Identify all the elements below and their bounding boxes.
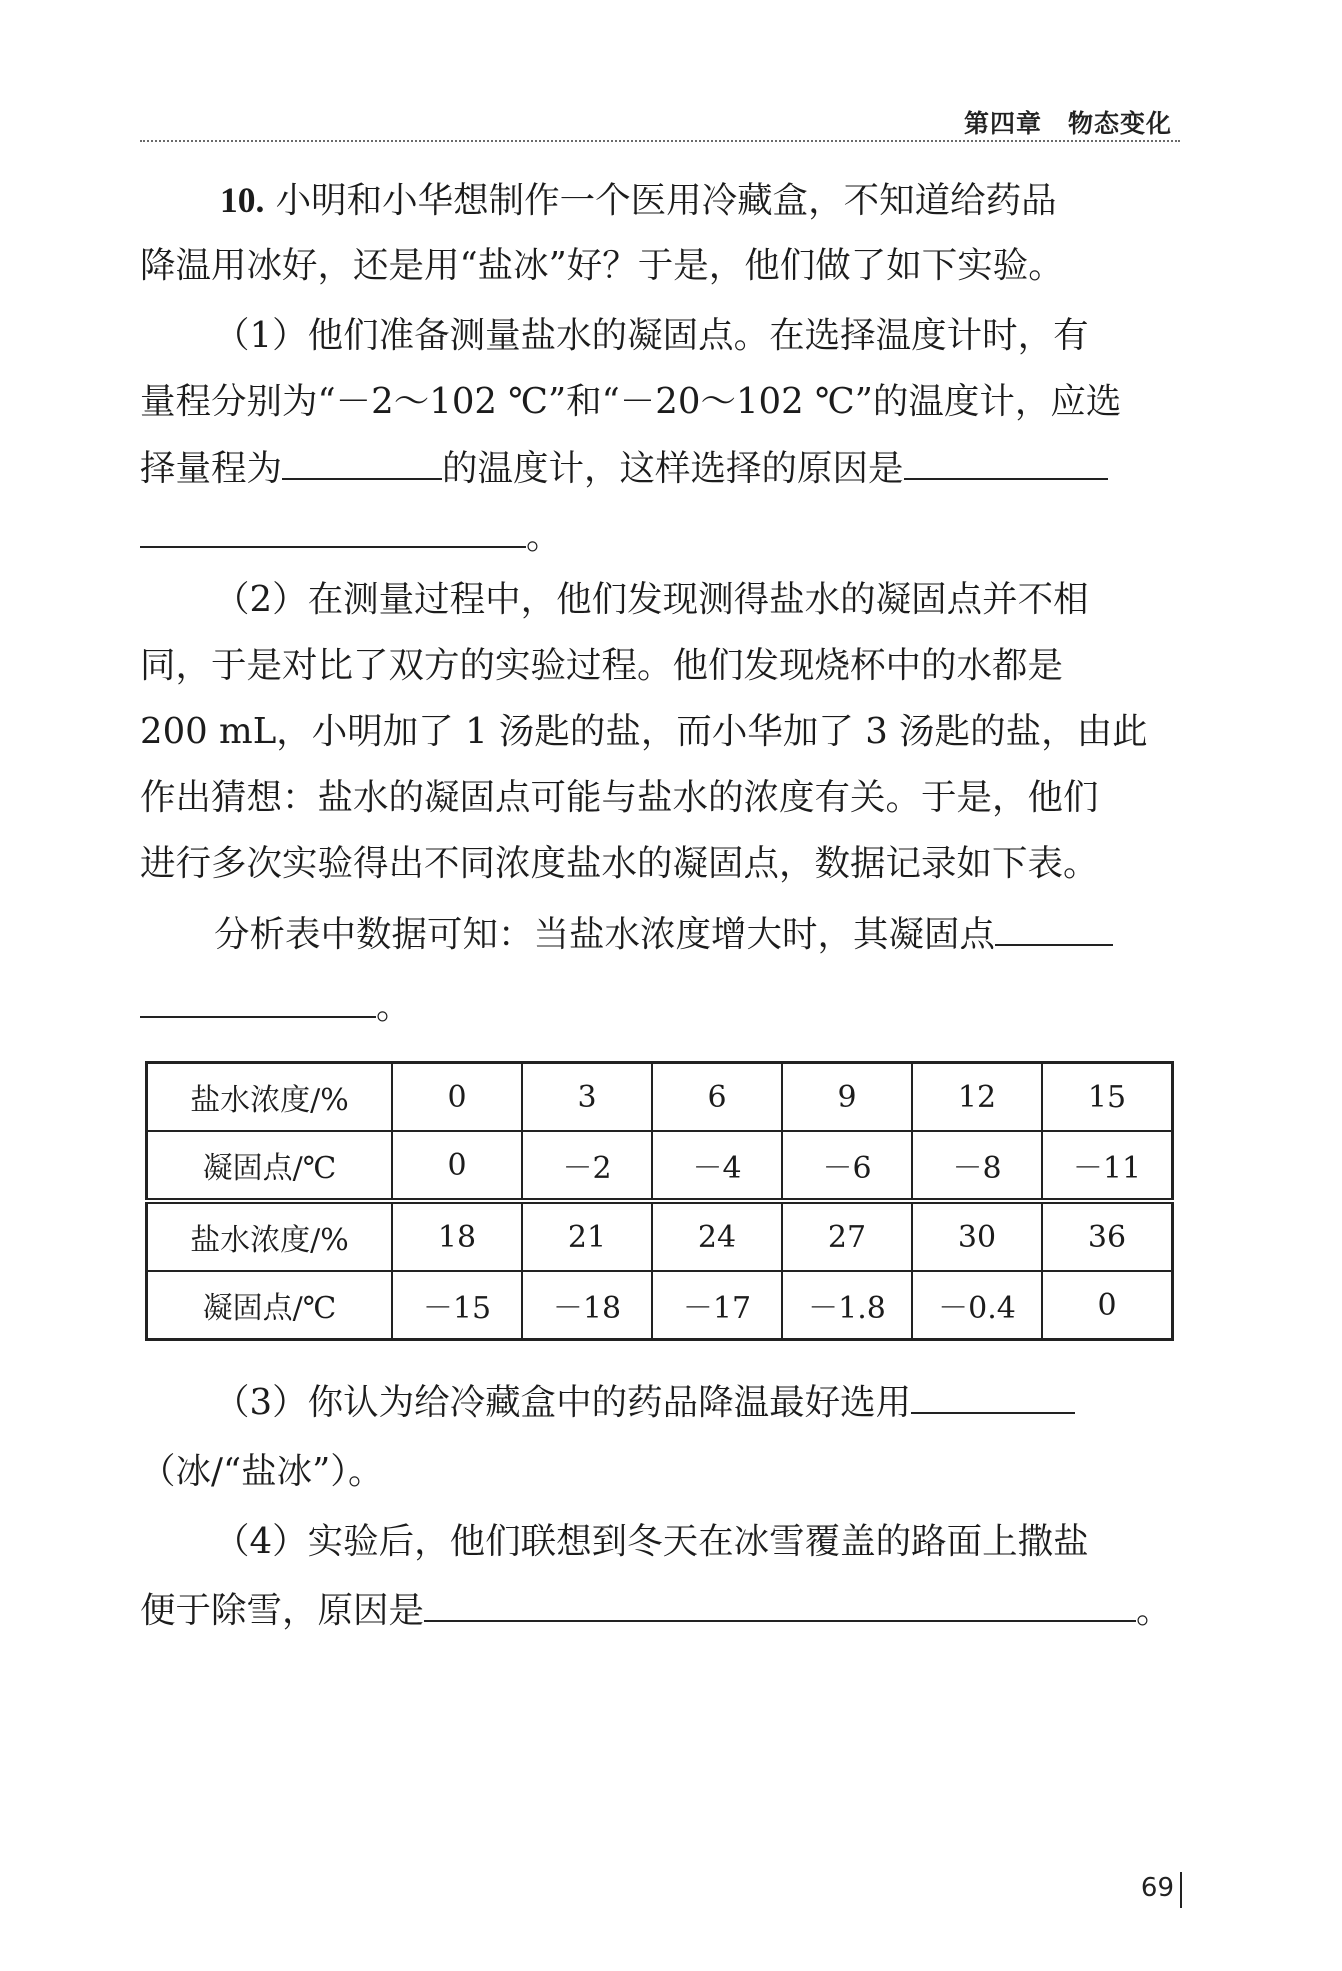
answer-blank-choice[interactable]: [911, 1382, 1075, 1414]
part2-line-3: 200 mL，小明加了 1 汤匙的盐，而小华加了 3 汤匙的盐，由此: [140, 711, 1148, 752]
row-header: 凝固点/℃: [147, 1271, 393, 1340]
table-cell: 15: [1042, 1063, 1173, 1132]
table-cell: 30: [912, 1201, 1042, 1271]
table-row: [147, 1131, 1173, 1201]
answer-blank-trend-1[interactable]: [995, 914, 1113, 946]
page-number-bar: [1180, 1872, 1182, 1908]
table-cell: －15: [392, 1271, 522, 1340]
table-cell: 0: [392, 1063, 522, 1132]
question-intro-line-2: 降温用冰好，还是用“盐冰”好？于是，他们做了如下实验。: [140, 245, 1064, 286]
part1-line-2: 量程分别为“－2～102 ℃”和“－20～102 ℃”的温度计，应选: [140, 381, 1122, 422]
answer-blank-reason-2[interactable]: [140, 516, 526, 548]
table-cell: －8: [912, 1131, 1042, 1201]
table-cell: 0: [392, 1131, 522, 1201]
part4-line-2: 便于除雪，原因是 。: [140, 1590, 1172, 1631]
row-header: 盐水浓度/%: [147, 1201, 393, 1271]
part2-analysis-line-2: 。: [140, 986, 412, 1027]
table-cell: 12: [912, 1063, 1042, 1132]
part2-line-5: 进行多次实验得出不同浓度盐水的凝固点，数据记录如下表。: [140, 843, 1099, 884]
table-row: [147, 1271, 1173, 1340]
table-cell: －6: [782, 1131, 912, 1201]
running-header: [140, 100, 1180, 142]
table-cell: 21: [522, 1201, 652, 1271]
table-cell: 27: [782, 1201, 912, 1271]
part1-line-3: 择量程为 的温度计，这样选择的原因是: [140, 448, 1108, 489]
answer-blank-range[interactable]: [282, 448, 442, 480]
question-intro-line-1: 10. 小明和小华想制作一个医用冷藏盒，不知道给药品: [220, 180, 1057, 221]
page-number: 69: [1140, 1873, 1174, 1903]
table-row: [147, 1201, 1173, 1271]
part3-line-1: （3）你认为给冷藏盒中的药品降温最好选用: [214, 1382, 1075, 1423]
table-cell: 6: [652, 1063, 782, 1132]
chapter-title: 第四章 物态变化: [963, 109, 1172, 138]
part2-line-2: 同，于是对比了双方的实验过程。他们发现烧杯中的水都是: [140, 645, 1064, 686]
data-table: [145, 1061, 1174, 1341]
table-cell: －18: [522, 1271, 652, 1340]
table-cell: －17: [652, 1271, 782, 1340]
table-cell: 0: [1042, 1271, 1173, 1340]
answer-blank-trend-2[interactable]: [140, 986, 376, 1018]
part4-line-1: （4）实验后，他们联想到冬天在冰雪覆盖的路面上撒盐: [214, 1521, 1089, 1562]
part2-line-1: （2）在测量过程中，他们发现测得盐水的凝固点并不相: [214, 579, 1089, 620]
table-cell: －1.8: [782, 1271, 912, 1340]
part1-line-1: （1）他们准备测量盐水的凝固点。在选择温度计时，有: [214, 315, 1089, 356]
row-header: 盐水浓度/%: [147, 1063, 393, 1132]
table-cell: －4: [652, 1131, 782, 1201]
table-cell: 36: [1042, 1201, 1173, 1271]
table-cell: 9: [782, 1063, 912, 1132]
part2-line-4: 作出猜想：盐水的凝固点可能与盐水的浓度有关。于是，他们: [140, 777, 1099, 818]
answer-blank-reason-1[interactable]: [904, 448, 1108, 480]
question-number: 10.: [220, 180, 265, 220]
table-cell: 24: [652, 1201, 782, 1271]
row-header: 凝固点/℃: [147, 1131, 393, 1201]
table-cell: 3: [522, 1063, 652, 1132]
part3-line-2: （冰/“盐冰”）。: [140, 1451, 384, 1492]
table-cell: －2: [522, 1131, 652, 1201]
table-cell: －11: [1042, 1131, 1173, 1201]
part2-analysis-line: 分析表中数据可知：当盐水浓度增大时，其凝固点: [214, 914, 1113, 955]
table-row: [147, 1063, 1173, 1132]
answer-blank-snow-reason[interactable]: [424, 1590, 1136, 1622]
part1-line-4: 。: [140, 516, 562, 557]
table-cell: －0.4: [912, 1271, 1042, 1340]
table-cell: 18: [392, 1201, 522, 1271]
